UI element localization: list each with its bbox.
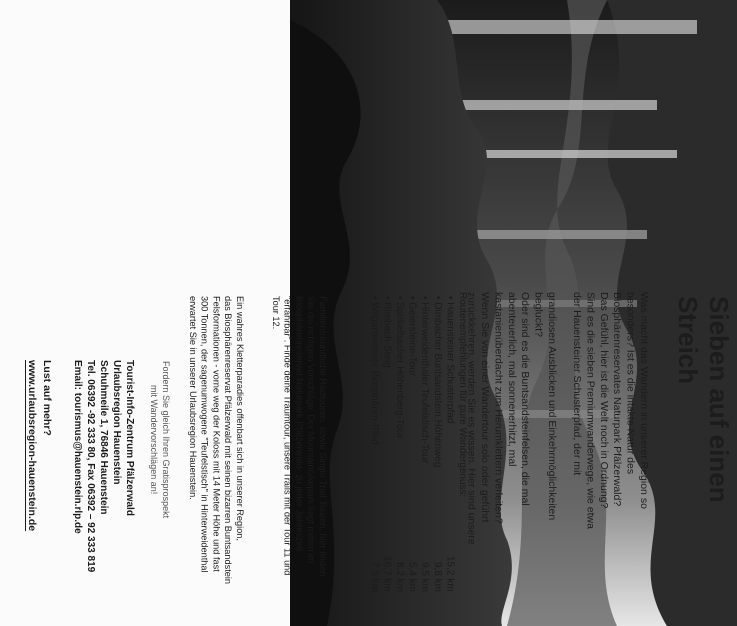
- cta-text: Lust auf mehr?: [41, 360, 53, 436]
- contact-line: Schuhmeile 1, 76846 Hauenstein: [98, 360, 109, 515]
- route-item-vertical: [380, 292, 393, 592]
- intro-line: abenteuerlich, mal sonnenerhitzt, mal: [505, 292, 518, 467]
- request-line: mit Wandervorschlägen an!: [149, 385, 159, 495]
- intro-line: Biosphärenreservates Naturpark Pfälzerwald?: [611, 292, 624, 507]
- family-paragraph: [248, 296, 328, 616]
- vertical-title: Sieben auf einen Streich: [673, 296, 734, 503]
- intro-line: Routenempfehlungen für pure Wandergenuss:: [457, 292, 468, 498]
- request-note: [138, 330, 172, 550]
- climb-line: erwartet Sie in unserer Urlaubsregion Hauenstein.: [187, 296, 198, 500]
- climb-line: das Biosphärenreservat Pfälzerwald mit seinen bizarren Buntsandstein: [223, 296, 234, 585]
- climb-paragraph: [175, 296, 245, 616]
- route-distance: 16,7 km: [381, 556, 393, 592]
- contact-line: Urlaubsregion Hauenstein: [111, 360, 122, 485]
- request-line: Fordern Sie gleich Ihren Gratisprospekt: [161, 361, 171, 519]
- website-link[interactable]: www.urlaubsregion-hauenstein.de: [26, 360, 38, 532]
- route-item-vertical: [405, 292, 418, 592]
- route-name: • Wilgartswieser Biosphären-Pfad: [368, 296, 380, 445]
- intro-line: Das Gefühl, hier ist die Welt noch in Ordnung?: [597, 292, 610, 509]
- intro-vertical-2: [465, 292, 558, 622]
- intro-line: Wenn Sie von einer Wandertour solo oder geführt: [478, 292, 491, 523]
- route-name: • Hinterweidenthaler Teufelstisch-Tour: [419, 296, 431, 464]
- intro-line: zurückkehren, werden Sie es wissen. Hier sind unsere: [465, 292, 478, 545]
- intro-line: grandiosen Ausblicken und Einkehrmöglichkeiten: [546, 292, 558, 521]
- route-item-vertical: [443, 292, 456, 592]
- route-item-vertical: [418, 292, 431, 592]
- routes-vertical: [360, 292, 468, 622]
- route-distance: 7,5 km: [368, 561, 380, 592]
- contact-line: Tourist-Info-Zentrum Pfälzerwald: [124, 360, 135, 516]
- climb-line: Ein wahres Kletterparadies offenbart sich in unserer Region,: [235, 296, 245, 541]
- contact-block: [68, 360, 136, 620]
- route-item-vertical: [392, 292, 405, 592]
- family-line: "erfahrbar". Finde deine Traumtour, unsere Trails mit der Tour 11 und: [282, 296, 293, 576]
- contact-line: Tel. 06392 -92 333 80, Fax 06392 – 92 333 819: [85, 360, 96, 573]
- route-name: • Spirkelbacher Höhenberg-Tour: [394, 296, 406, 439]
- intro-line: Was macht das Wandern in unserer Region so: [638, 292, 650, 509]
- intro-vertical: [560, 292, 650, 622]
- family-line: Biosphärenreservat Naturpark Pfälzerwald- zu jeder Jahreszeit: [294, 296, 305, 552]
- route-distance: 9,5 km: [419, 561, 431, 592]
- route-distance: 5,4 km: [406, 561, 418, 592]
- climb-line: Felsformationen - vorne weg der Koloss mit 14 Meter Höhe und fast: [211, 296, 222, 572]
- route-item-vertical: [430, 292, 443, 592]
- route-distance: 8,2 km: [394, 561, 406, 592]
- climb-line: 300 Tonnen, der sagenumwogene "Teufelstisch" in Hinterweidenthal: [199, 296, 210, 573]
- family-line: Familienfreundliche Radtouren, sowie Single Trail Touren, hier finden: [318, 296, 328, 577]
- route-item-vertical: [367, 292, 380, 592]
- route-name: • Geiersteine-Tour: [406, 296, 418, 377]
- cta-block: [14, 360, 54, 620]
- route-distance: 9,8 km: [431, 561, 443, 592]
- intro-line: kastanienüberdacht zum Herumklettern verleiten?: [492, 292, 505, 524]
- route-name: • Hauensteiner Schusterpfad: [444, 296, 456, 424]
- contact-line: Email: tourismus@hauenstein.rlp.de: [72, 360, 83, 534]
- intro-line: begluckt?: [532, 292, 545, 337]
- intro-line: Oder sind es die Buntsandsteinfelsen, die mal: [519, 292, 532, 506]
- route-name: • Rimbach-Steig: [381, 296, 393, 368]
- intro-line: Sind es die sieben Premiumwanderwege, wie etwa: [584, 292, 597, 529]
- intro-line: der Hauensteiner Schusterpfad, der mit: [570, 292, 583, 476]
- intro-line: besonders? Ist es die intakte Natur des: [624, 292, 637, 475]
- route-name: • Dimbacher Buntsandstein Höhenweg: [431, 296, 443, 468]
- family-line: Sie die richtigen Vorschläge. Der Mountainbikepark liegt mitten im: [306, 296, 317, 564]
- route-distance: 15,2 km: [444, 556, 456, 592]
- family-line: Tour 12.: [270, 296, 281, 330]
